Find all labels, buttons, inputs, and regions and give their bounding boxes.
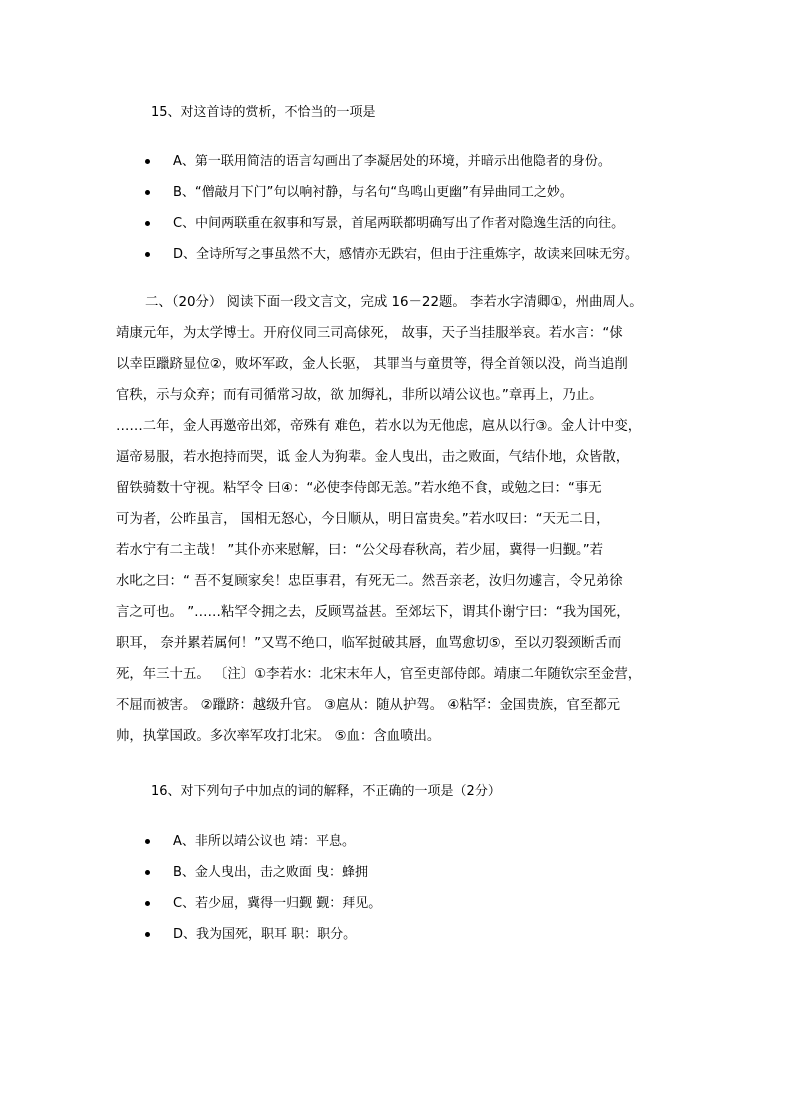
classical-passage [116, 287, 676, 752]
question-15-title: 15、对这首诗的赏析，不恰当的一项是 [151, 105, 376, 120]
question-16-options [151, 826, 381, 950]
option-d: D、我为国死，职耳 职：职分。 [151, 919, 381, 950]
option-c: C、若少屈，冀得一归觐 觐：拜见。 [151, 888, 381, 919]
passage-line: 官秩，示与众弃；而有司循常习故，欲 加缛礼，非所以靖公议也。”章再上，乃止。 [116, 388, 603, 403]
option-b: B、“僧敲月下门”句以响衬静，与名句“鸟鸣山更幽”有异曲同工之妙。 [151, 177, 638, 208]
option-b: B、金人曳出，击之败面 曳：蜂拥 [151, 857, 381, 888]
option-d: D、全诗所写之事虽然不大，感情亦无跌宕，但由于注重炼字，故读来回味无穷。 [151, 239, 638, 270]
option-a: A、第一联用简洁的语言勾画出了李凝居处的环境，并暗示出他隐者的身份。 [151, 146, 638, 177]
passage-line: 靖康元年，为太学博士。开府仪同三司高俅死， 故事，天子当挂服举哀。若水言：“俅 [116, 326, 623, 341]
passage-line: 职耳， 奈并累若属何！”又骂不绝口，临军挝破其唇，血骂愈切⑤，至以刃裂颈断舌而 [116, 636, 622, 651]
passage-line: 二、（20分） 阅读下面一段文言文，完成 16－22题。 李若水字清卿①，州曲周人。 [145, 295, 643, 310]
question-16-title: 16、对下列句子中加点的词的解释，不正确的一项是（2分） [151, 784, 501, 799]
passage-line: 水叱之曰：“ 吾不复顾家矣！忠臣事君，有死无二。然吾亲老，汝归勿遽言，令兄弟徐 [116, 574, 623, 589]
passage-line: 以幸臣躐跻显位②，败坏军政，金人长驱， 其罪当与童贯等，得全首领以没，尚当追削 [116, 357, 628, 372]
passage-line: 可为者，公昨虽言， 国相无怒心，今日顺从，明日富贵矣。”若水叹曰：“天无二日， [116, 512, 610, 527]
passage-line: 帅，执掌国政。多次率军攻打北宋。 ⑤血：含血喷出。 [116, 729, 441, 744]
passage-line: 留铁骑数十守视。粘罕令 曰④：“必使李侍郎无恙。”若水绝不食，或勉之曰：“事无 [116, 481, 602, 496]
passage-line: 若水宁有二主哉！ ”其仆亦来慰解，曰：“公父母春秋高，若少屈，冀得一归觐。”若 [116, 543, 604, 558]
passage-line: 不屈而被害。 ②躐跻：越级升官。 ③扈从：随从护驾。 ④粘罕：金国贵族，官至都元 [116, 698, 621, 713]
passage-line: 言之可也。 ”……粘罕令拥之去，反顾骂益甚。至郊坛下，谓其仆谢宁曰：“我为国死， [116, 605, 630, 620]
passage-line: 死，年三十五。 〔注〕①李若水：北宋末年人，官至吏部侍郎。靖康二年随钦宗至金营， [116, 667, 642, 682]
option-c: C、中间两联重在叙事和写景，首尾两联都明确写出了作者对隐逸生活的向往。 [151, 208, 638, 239]
option-a: A、非所以靖公议也 靖：平息。 [151, 826, 381, 857]
passage-line: ……二年，金人再邀帝出郊，帝殊有 难色，若水以为无他虑，扈从以行③。金人计中变， [116, 419, 642, 434]
question-15-options [151, 146, 638, 270]
passage-line: 逼帝易服，若水抱持而哭，诋 金人为狗辈。金人曳出，击之败面，气结仆地，众皆散， [116, 450, 630, 465]
